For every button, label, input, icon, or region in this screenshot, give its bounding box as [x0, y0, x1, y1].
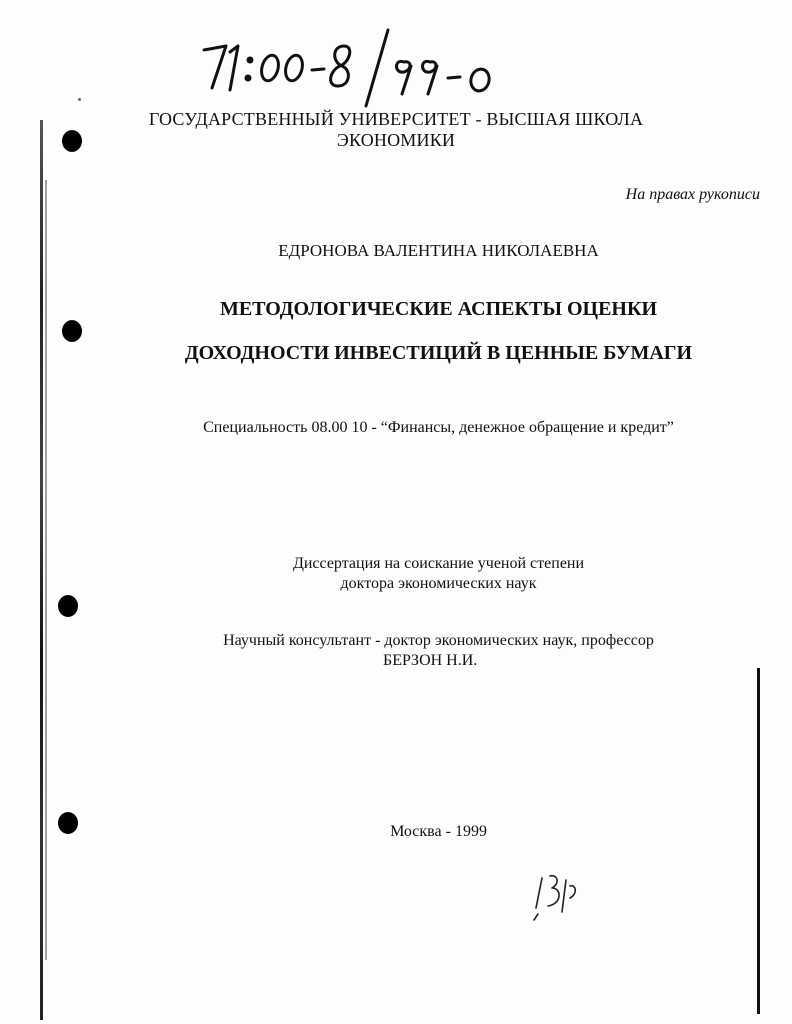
- dissertation-title-line2: ДОХОДНОСТИ ИНВЕСТИЦИЙ В ЦЕННЫЕ БУМАГИ: [184, 342, 693, 364]
- degree-statement-line1: Диссертация на соискание ученой степени: [292, 555, 585, 572]
- punch-hole-icon: [62, 320, 82, 342]
- city-year: Москва - 1999: [390, 823, 487, 840]
- scan-speck: [78, 98, 81, 101]
- university-name-line2: ЭКОНОМИКИ: [336, 130, 456, 150]
- handwritten-signature: [528, 868, 588, 928]
- advisor-name: БЕРЗОН Н.И.: [383, 652, 478, 669]
- punch-hole-icon: [58, 595, 78, 617]
- advisor-line1: Научный консультант - доктор экономических наук, профессор: [223, 632, 654, 649]
- dissertation-title-line1: МЕТОДОЛОГИЧЕСКИЕ АСПЕКТЫ ОЦЕНКИ: [219, 298, 658, 320]
- manuscript-rights-note: На правах рукописи: [625, 186, 760, 203]
- handwritten-catalog-number: [190, 22, 510, 112]
- author-name: ЕДРОНОВА ВАЛЕНТИНА НИКОЛАЕВНА: [278, 241, 599, 260]
- scan-edge-line: [757, 668, 760, 1014]
- specialty-code: Специальность 08.00 10 - “Финансы, денежное обращение и кредит”: [203, 419, 674, 436]
- university-name-line1: ГОСУДАРСТВЕННЫЙ УНИВЕРСИТЕТ - ВЫСШАЯ ШКОЛА: [148, 109, 644, 129]
- degree-statement-line2: доктора экономических наук: [340, 575, 537, 592]
